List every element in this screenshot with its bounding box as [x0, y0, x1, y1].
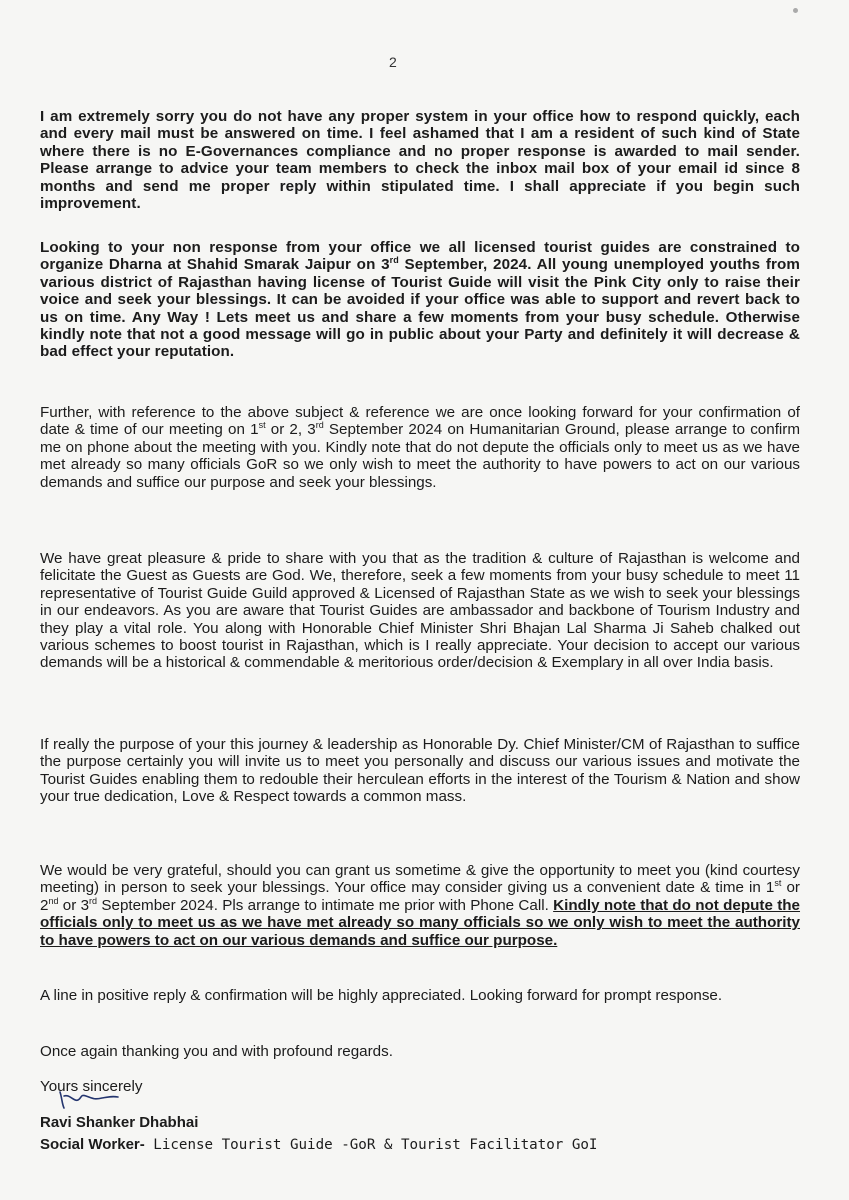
signatory-role: Social Worker-: [40, 1136, 145, 1153]
signatory-description: License Tourist Guide -GoR & Tourist Facilitator GoI: [144, 1137, 598, 1153]
handwritten-signature: [56, 1088, 122, 1112]
paragraph-courtesy-meeting: We would be very grateful, should you can grant us sometime & give the opportunity to meet you (kind courtesy meeting) in person to seek your blessings. Your office may consider giving us a convenient date & time in 1st or 2nd or 3rd September 2024. Pls arrange to intimate me prior with Phone Call. Kindly note that do not depute the officials only to meet us as we have met already so many officials so we only wish to meet the authority to have powers to act on our various demands and suffice our purpose.: [40, 862, 801, 949]
scan-speck: [793, 8, 798, 13]
paragraph-reply-request: A line in positive reply & confirmation will be highly appreciated. Looking forward for prompt response.: [40, 987, 723, 1004]
signatory-title: [40, 1136, 597, 1153]
closing-salutation: Yours sincerely: [40, 1078, 143, 1095]
paragraph-dharna: Looking to your non response from your office we all licensed tourist guides are constrained to organize Dharna at Shahid Smarak Jaipur on 3rd September, 2024. All young unemployed youths from various district of Rajasthan having license of Tourist Guide will visit the Pink City only to raise their voice and seek your blessings. It can be avoided if your office was able to support and revert back to us on time. Any Way ! Lets meet us and share a few moments from your busy schedule. Otherwise kindly note that not a good message will go in public about your Party and definitely it will decrease & bad effect your reputation.: [40, 239, 800, 361]
paragraph-purpose: If really the purpose of your this journey & leadership as Honorable Dy. Chief Minister/CM of Rajasthan to suffice the purpose certainly you will invite us to meet you personally and discuss our various issues and motivate the Tourist Guides enabling them to redouble their herculean efforts in the interest of the Tourism & Nation and show your true dedication, Love & Respect towards a common mass.: [40, 736, 800, 806]
thanks-line: Once again thanking you and with profound regards.: [40, 1043, 393, 1060]
paragraph-meeting-request: Further, with reference to the above subject & reference we are once looking forward for your confirmation of date & time of our meeting on 1st or 2, 3rd September 2024 on Humanitarian Ground, please arrange to confirm me on phone about the meeting with you. Kindly note that do not depute the officials only to meet us as we have met already so many officials GoR so we only wish to meet the authority to have powers to act on our various demands and suffice our purpose and seek your blessings.: [40, 404, 800, 491]
page-number: 2: [389, 54, 397, 70]
paragraph-tradition: We have great pleasure & pride to share with you that as the tradition & culture of Rajasthan is welcome and felicitate the Guest as Guests are God. We, therefore, seek a few moments from your busy schedule to meet 11 representative of Tourist Guide Guild approved & Licensed of Rajasthan State as we wish to seek your blessings in our endeavors. As you are aware that Tourist Guides are ambassador and backbone of Tourism Industry and they play a vital role. You along with Honorable Chief Minister Shri Bhajan Lal Sharma Ji Saheb chalked out various schemes to boost tourist in Rajasthan, which is I really appreciate. Your decision to accept our various demands will be a historical & commendable & meritorious order/decision & Exemplary in all over India basis.: [40, 550, 800, 672]
underlined-note: Kindly note that do not depute the officials only to meet us as we have met already so many officials so we only wish to meet the authority to have powers to act on our various demands and suffice our purpose.: [40, 896, 801, 949]
signatory-name: Ravi Shanker Dhabhai: [40, 1114, 199, 1131]
paragraph-complaint: I am extremely sorry you do not have any proper system in your office how to respond quickly, each and every mail must be answered on time. I feel ashamed that I am a resident of such kind of State where there is no E-Governances compliance and no proper response is awarded to mail sender. Please arrange to advice your team members to check the inbox mail box of your email id since 8 months and send me proper reply within stipulated time. I shall appreciate if you begin such improvement.: [40, 108, 800, 213]
